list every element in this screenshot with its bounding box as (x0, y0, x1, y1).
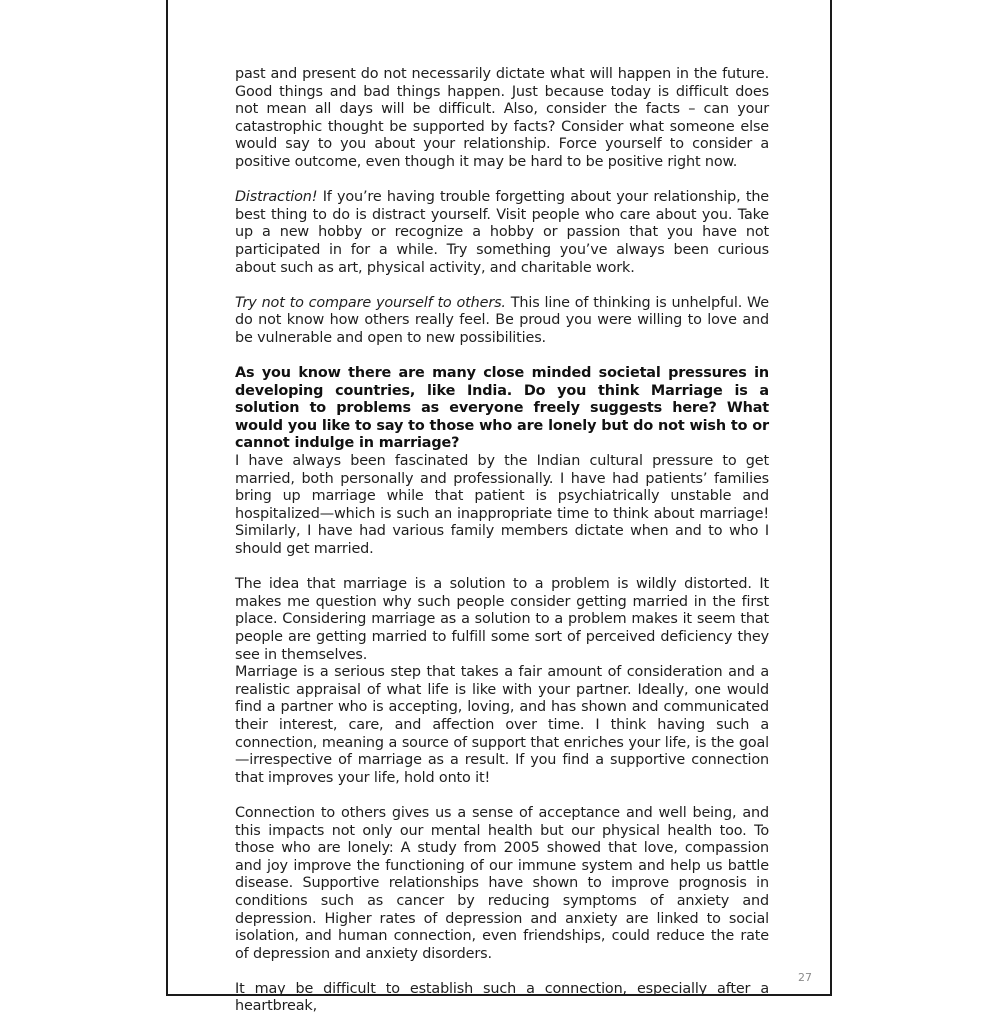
answer-paragraph-connection: Connection to others gives us a sense of acceptance and well being, and this impacts not only our mental health but our physical health too. To those who are lonely: A study from 2005 showed that love, compassion and joy improve the functioning of our immune system and help us battle disease. Supportive relationships have shown to improve prognosis in conditions such as cancer by reducing symptoms of anxiety and depression. Higher rates of depression and anxiety are linked to social isolation, and human connection, even friendships, could reduce the rate of depression and anxiety disorders. (235, 804, 769, 962)
page-body (235, 66, 769, 1034)
paragraph-text: If you’re having trouble forgetting about your relationship, the best thing to do is distract yourself. Visit people who care about you. Take up a new hobby or recognize a hobby or passion that you have not participated in for a while. Try something you’ve always been curious about such as art, physical activity, and charitable work. (235, 189, 769, 276)
paragraph-lead-distraction: Distraction! (235, 189, 318, 206)
paragraph-lead-compare: Try not to compare yourself to others. (235, 294, 506, 311)
answer-paragraph-cultural-pressure: I have always been fascinated by the Indian cultural pressure to get married, both personally and professionally. I have had patients’ families bring up marriage while that patient is psychiatrically unstable and hospitalized—which is such an inappropriate time to think about marriage! Similarly, I have had various family members dictate when and to who I should get married. (235, 453, 769, 558)
paragraph-text: past and present do not necessarily dictate what will happen in the future. Good things and bad things happen. Just because today is difficult does not mean all days will be difficult. Also, consider the facts – can your catastrophic thought be supported by facts? Consider what someone else would say to you about your relationship. Force yourself to consider a positive outcome, even though it may be hard to be positive right now. (235, 66, 769, 170)
answer-paragraph-heartbreak: It may be difficult to establish such a connection, especially after a heartbreak, (235, 980, 769, 1015)
interview-question: As you know there are many close minded societal pressures in developing countries, like India. Do you think Marriage is a solution to problems as everyone freely suggests here? What would you like to say to those who are lonely but do not wish to or cannot indulge in marriage? (235, 365, 769, 452)
paragraph-distraction (235, 189, 769, 277)
answer-paragraph-serious-step: Marriage is a serious step that takes a fair amount of consideration and a realistic appraisal of what life is like with your partner. Ideally, one would find a partner who is accepting, loving, and has shown and communicated their interest, care, and affection over time. I think having such a connection, meaning a source of support that enriches your life, is the goal—irrespective of marriage as a result. If you find a supportive connection that improves your life, hold onto it! (235, 664, 769, 786)
page-number: 27 (798, 971, 812, 984)
paragraph-future-facts (235, 66, 769, 172)
book-page (166, 0, 832, 1015)
paragraph-text: This line of thinking is unhelpful. We do not know how others really feel. Be proud you were willing to love and be vulnerable and open to new possibilities. (235, 294, 769, 346)
answer-paragraph-distorted-idea: The idea that marriage is a solution to a problem is wildly distorted. It makes me question why such people consider getting married in the first place. Considering marriage as a solution to a problem makes it seem that people are getting married to fulfill some sort of perceived deficiency they see in themselves. (235, 576, 769, 663)
paragraph-compare (235, 295, 769, 348)
